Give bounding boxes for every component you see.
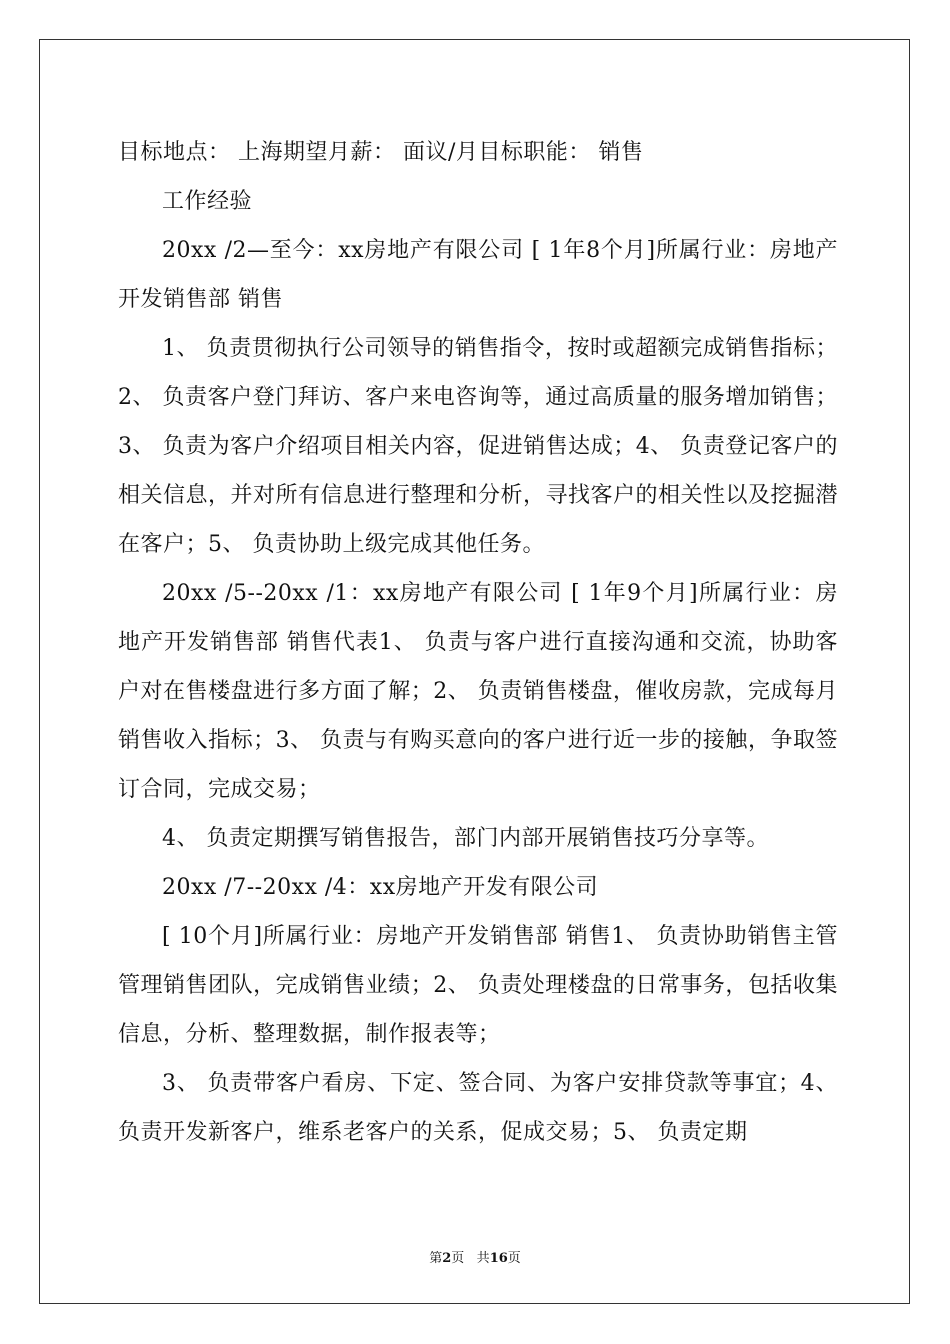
paragraph-target-info: 目标地点： 上海期望月薪： 面议/月目标职能： 销售 xyxy=(118,140,644,165)
document-body xyxy=(118,128,846,1157)
page-footer xyxy=(0,1247,950,1266)
page-prefix: 第 xyxy=(429,1251,443,1266)
page-suffix: 页 xyxy=(451,1251,465,1266)
paragraph-work-experience-heading: 工作经验 xyxy=(162,189,253,214)
paragraph-job-3-header: 20xx /7--20xx /4：xx房地产开发有限公司 xyxy=(162,875,599,900)
total-prefix: 共 xyxy=(476,1251,490,1266)
paragraph-job-1-duties: 1、 负责贯彻执行公司领导的销售指令，按时或超额完成销售指标；2、 负责客户登门拜访、客户来电咨询等，通过高质量的服务增加销售；3、 负责为客户介绍项目相关内容，促进销售达成；4、 负责登记客户的相关信息，并对所有信息进行整理和分析，寻找客户的相关性以及挖掘潜在客户；5、 负责协助上级完成其他任务。 xyxy=(118,336,839,557)
total-pages: 16 xyxy=(489,1251,508,1266)
paragraph-job-3-duties: [ 10个月]所属行业：房地产开发销售部 销售1、 负责协助销售主管管理销售团队，完成销售业绩；2、 负责处理楼盘的日常事务，包括收集信息，分析、整理数据，制作报表等； xyxy=(118,924,838,1047)
page-number: 2 xyxy=(442,1251,452,1266)
total-suffix: 页 xyxy=(507,1251,521,1266)
paragraph-job-2: 20xx /5--20xx /1：xx房地产有限公司 [ 1年9个月]所属行业：房地产开发销售部 销售代表1、 负责与客户进行直接沟通和交流，协助客户对在售楼盘进行多方面了解；2、 负责销售楼盘，催收房款，完成每月销售收入指标；3、 负责与有购买意向的客户进行近一步的接触，争取签订合同，完成交易； xyxy=(118,581,838,802)
paragraph-job-3-duties-cont: 3、 负责带客户看房、下定、签合同、为客户安排贷款等事宜；4、 负责开发新客户，维系老客户的关系，促成交易；5、 负责定期 xyxy=(118,1071,846,1145)
paragraph-job-1-header: 20xx /2—至今：xx房地产有限公司 [ 1年8个月]所属行业：房地产开发销售部 销售 xyxy=(118,238,838,312)
paragraph-job-2-duty-4: 4、 负责定期撰写销售报告，部门内部开展销售技巧分享等。 xyxy=(162,826,769,851)
